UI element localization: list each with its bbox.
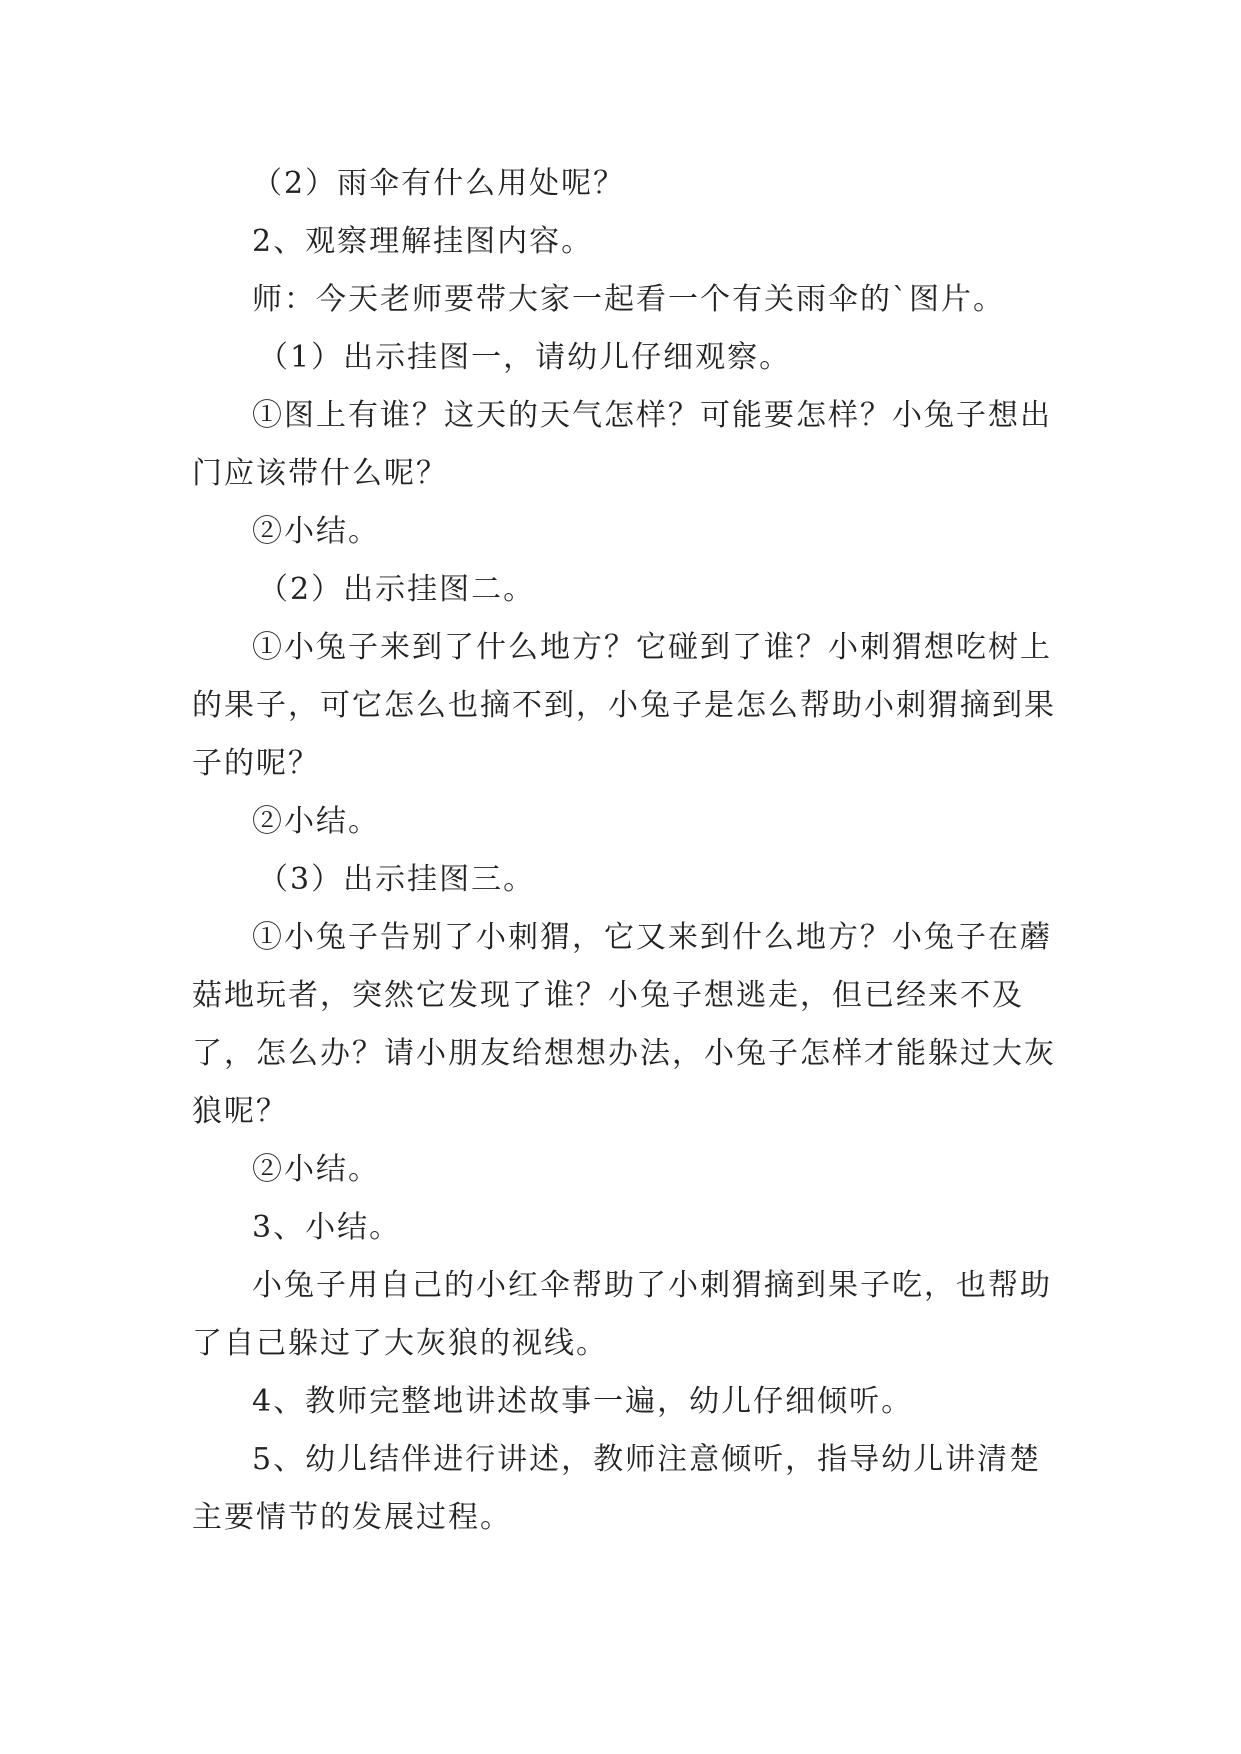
paragraph-picture-1-summary: ②小结。 [252, 514, 380, 549]
paragraph-picture-2-questions: ①小兔子来到了什么地方？它碰到了谁？小刺猬想吃树上的果子，可它怎么也摘不到，小兔子是怎么帮助小刺猬摘到果子的呢？ [192, 630, 1056, 781]
paragraph-picture-2-summary: ②小结。 [252, 804, 380, 839]
paragraph-picture-3-summary: ②小结。 [252, 1152, 380, 1187]
paragraph-step-3-summary: 小兔子用自己的小红伞帮助了小刺猬摘到果子吃，也帮助了自己躲过了大灰狼的视线。 [192, 1268, 1052, 1361]
paragraph-step-2-heading: 2、观察理解挂图内容。 [252, 224, 594, 259]
paragraph-step-3-heading: 3、小结。 [252, 1210, 402, 1245]
paragraph-teacher-intro: 师：今天老师要带大家一起看一个有关雨伞的`图片。 [252, 282, 1005, 317]
paragraph-show-picture-3: （3）出示挂图三。 [258, 862, 536, 897]
paragraph-umbrella-use-question: （2）雨伞有什么用处呢？ [252, 166, 626, 201]
paragraph-step-4: 4、教师完整地讲述故事一遍，幼儿仔细倾听。 [252, 1384, 914, 1419]
paragraph-picture-1-questions: ①图上有谁？这天的天气怎样？可能要怎样？小兔子想出门应该带什么呢？ [192, 398, 1052, 491]
paragraph-picture-3-questions: ①小兔子告别了小刺猬，它又来到什么地方？小兔子在蘑菇地玩者，突然它发现了谁？小兔子想逃走，但已经来不及了，怎么办？请小朋友给想想办法，小兔子怎样才能躲过大灰狼呢？ [192, 920, 1056, 1129]
paragraph-step-5: 5、幼儿结伴进行讲述，教师注意倾听，指导幼儿讲清楚主要情节的发展过程。 [192, 1442, 1042, 1535]
paragraph-show-picture-1: （1）出示挂图一，请幼儿仔细观察。 [258, 340, 792, 375]
document-body [192, 155, 1056, 1547]
paragraph-show-picture-2: （2）出示挂图二。 [258, 572, 536, 607]
